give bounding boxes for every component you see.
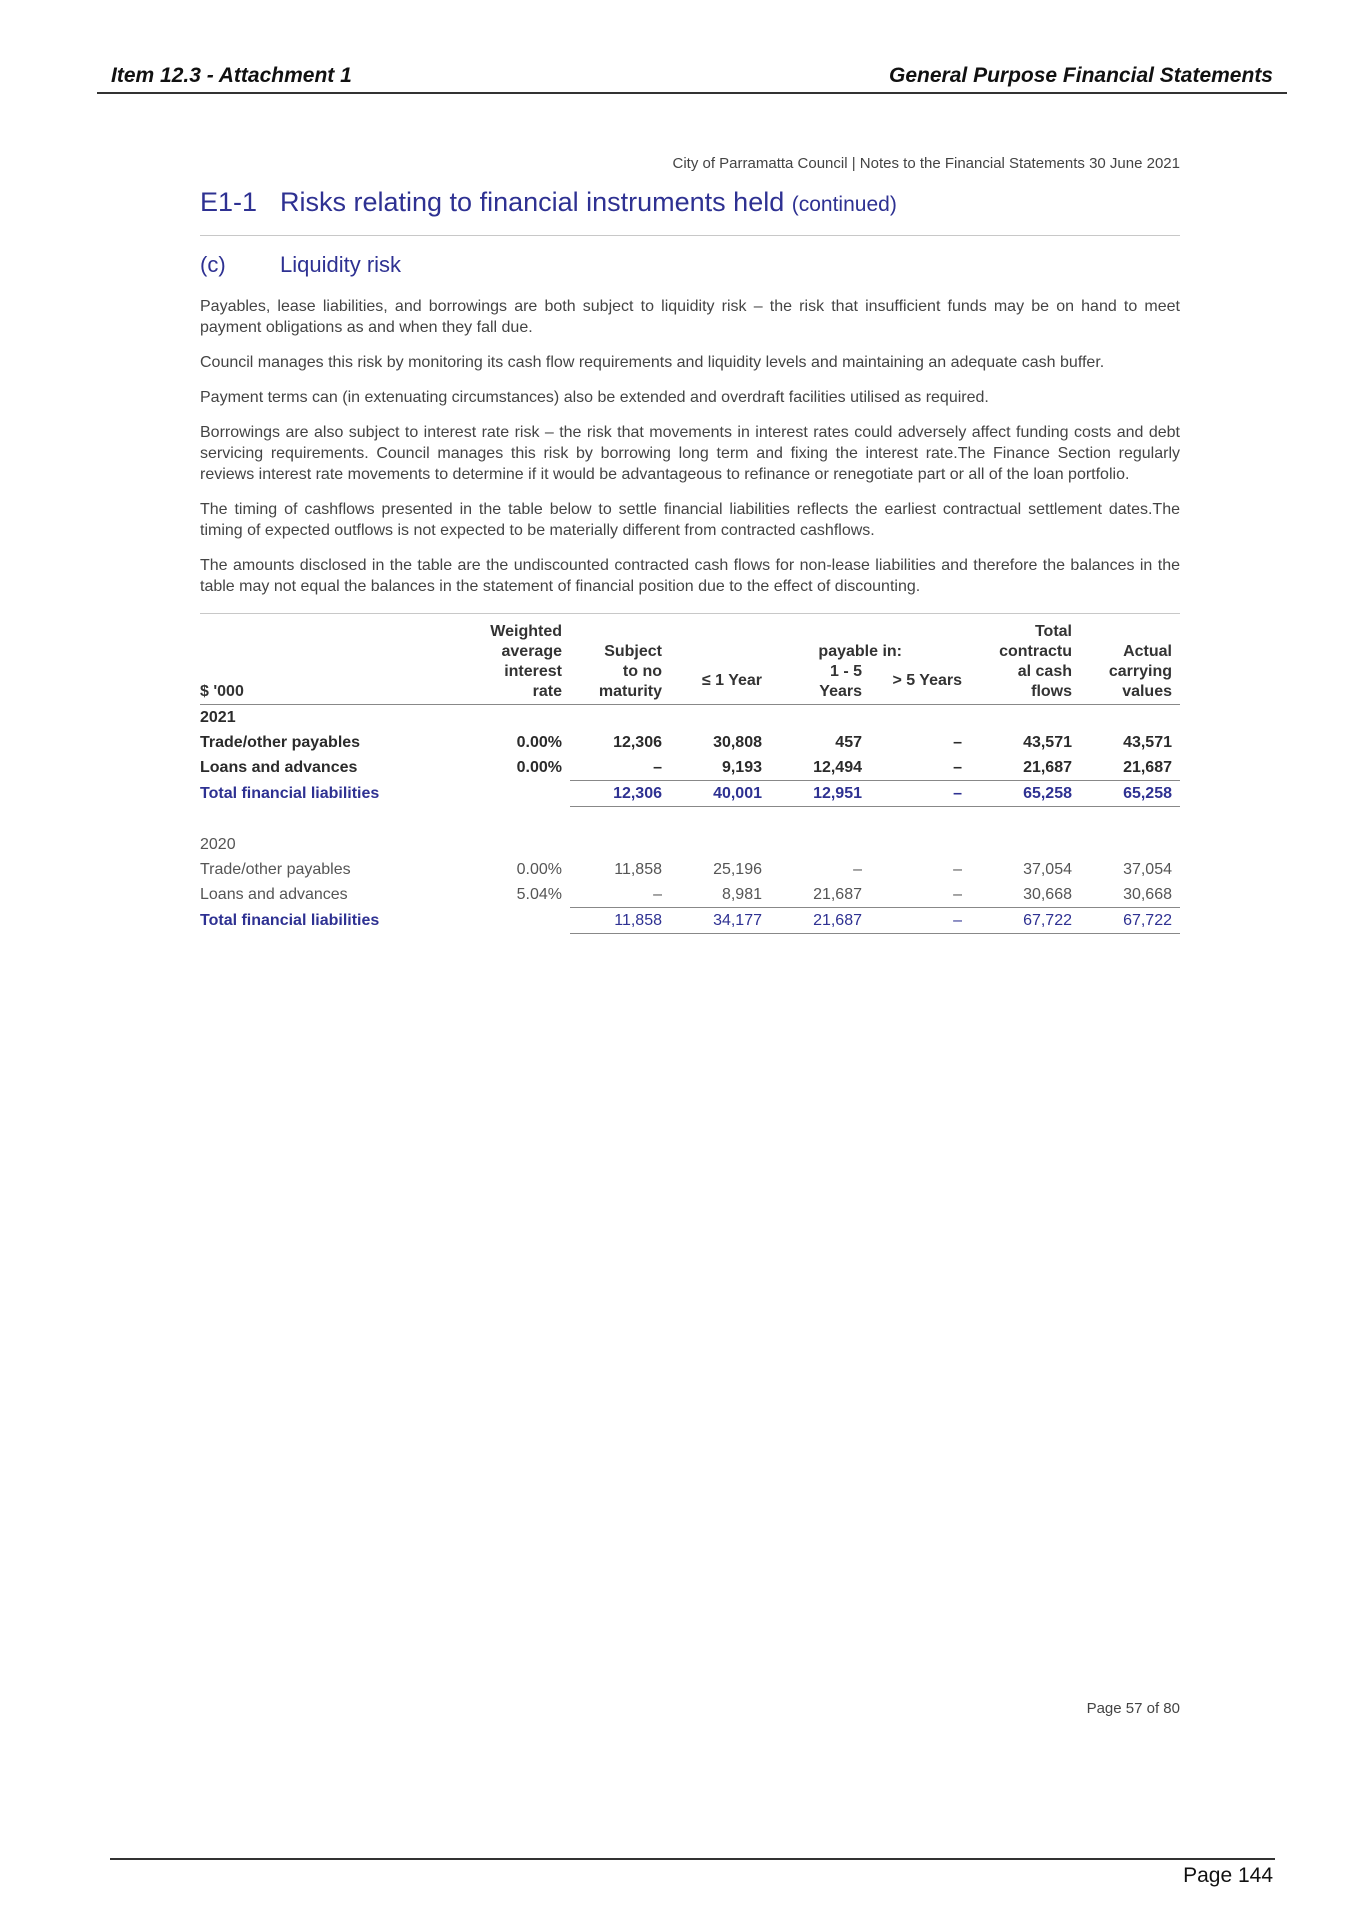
total-row: Total financial liabilities 12,306 40,001 12,951 – 65,258 65,258 [200,780,1180,807]
subsection-label: (c) [200,252,226,277]
attachment-label: Item 12.3 - Attachment 1 [111,64,352,87]
year-label: 2021 [200,709,236,726]
col-total-flows: Total contractu al cash flows [999,623,1072,700]
payable-in-label: payable in: [818,643,902,660]
footer-divider [110,1858,1275,1860]
paragraph: The timing of cashflows presented in the table below to settle financial liabilities reflects the earliest contractual settlement dates.The timing of expected outflows is not expected to be materially different from contracted cashflows. [200,501,1180,539]
section-title [200,187,1180,223]
paragraph: Council manages this risk by monitoring its cash flow requirements and liquidity levels and maintaining an adequate cash buffer. [200,354,1105,371]
paragraph: Payables, lease liabilities, and borrowings are both subject to liquidity risk – the risk that insufficient funds may be on hand to meet payment obligations as and when they fall due. [200,298,1180,336]
table-row: Trade/other payables 0.00% 12,306 30,808 457 – 43,571 43,571 [200,734,1172,751]
col-1-year: ≤ 1 Year [701,672,762,689]
col-1-5-years: payable in: 1 - 5 Years [770,620,870,704]
page-number: Page 144 [1183,1864,1273,1887]
paragraph: Payment terms can (in extenuating circumstances) also be extended and overdraft facilities utilised as required. [200,389,989,406]
table-row: Loans and advances 0.00% – 9,193 12,494 – 21,687 21,687 [200,759,1172,776]
subsection-title-text: Liquidity risk [280,252,402,277]
section-suffix: (continued) [791,193,897,216]
col-actual-values: Actual carrying values [1108,643,1172,700]
year-row [200,705,1180,730]
table-row: Loans and advances 5.04% – 8,981 21,687 – 30,668 30,668 [200,886,1172,903]
table-header-row [200,620,1180,704]
year-row [200,832,1180,857]
col-rate: Weighted average interest rate [490,623,562,700]
col-5-plus-years: > 5 Years [892,672,962,689]
col-unit: $ '000 [200,683,244,700]
year-label: 2020 [200,836,236,853]
table-divider [200,613,1180,614]
col-no-maturity: Subject to no maturity [598,643,662,700]
subsection-title [200,252,1180,282]
paragraph: The amounts disclosed in the table are the undiscounted contracted cash flows for non-lease liabilities and therefore the balances in the table may not equal the balances in the statement of financial position due to the effect of discounting. [200,557,1180,595]
section-title-text: Risks relating to financial instruments held [280,187,785,217]
section-number: E1-1 [200,187,258,217]
document-header [97,62,1287,94]
running-head: City of Parramatta Council | Notes to the Financial Statements 30 June 2021 [672,155,1180,172]
total-row: Total financial liabilities 11,858 34,177 21,687 – 67,722 67,722 [200,907,1180,934]
statement-title: General Purpose Financial Statements [889,64,1273,87]
paragraph: Borrowings are also subject to interest rate risk – the risk that movements in interest rates could adversely affect funding costs and debt servicing requirements. Council manages this risk by borrowing long term and fixing the interest rate.The Finance Section regularly reviews interest rate movements to determine if it would be advantageous to refinance or renegotiate part or all of the loan portfolio. [200,424,1180,483]
table-row: Trade/other payables 0.00% 11,858 25,196 – – 37,054 37,054 [200,861,1172,878]
page-content [200,155,1180,934]
section-divider [200,235,1180,236]
page-of-label: Page 57 of 80 [1086,1700,1180,1717]
liquidity-table [200,620,1180,934]
